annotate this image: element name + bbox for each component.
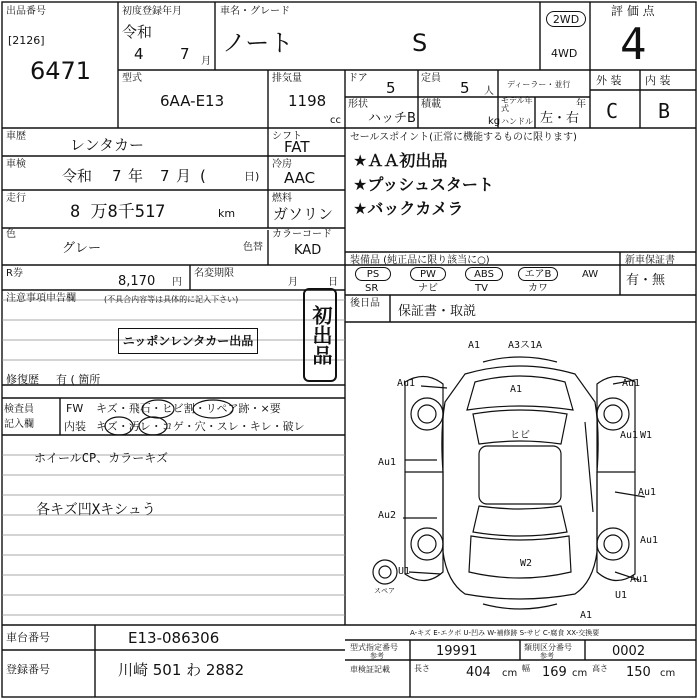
doors-label: ドア <box>348 73 368 84</box>
handle-label: ハンドル <box>501 117 533 126</box>
ac: AAC <box>284 169 316 187</box>
height-label: 高さ <box>592 664 608 673</box>
exterior-label: 外 装 <box>596 74 622 87</box>
damage-mark: ヒビ <box>510 430 530 441</box>
drive-4wd: 4WD <box>551 47 578 60</box>
dimensions-label: 車検証記載 <box>350 665 390 674</box>
interior-label: 内 装 <box>645 74 671 87</box>
new-warranty-label: 新車保証書 <box>625 255 675 266</box>
damage-mark: A1 <box>510 384 523 395</box>
sales-point-item: ★バックカメラ <box>353 199 464 218</box>
first-registration-year: 4 <box>134 45 144 63</box>
equip-airbag: エアB <box>518 267 558 281</box>
grade: S <box>412 29 428 57</box>
equip-leather: カワ <box>528 283 548 294</box>
notes-label: 注意事項申告欄 <box>6 293 76 304</box>
load-label: 積載 <box>421 99 441 110</box>
length: 404 <box>466 665 491 680</box>
color: グレー <box>62 241 102 256</box>
damage-mark: A1 <box>580 610 593 621</box>
damage-mark: Au1 <box>620 430 639 441</box>
dealer-label: ディーラー・並行 <box>507 80 571 89</box>
mileage-unit: km <box>218 207 236 220</box>
spare-label: スペア <box>374 587 395 595</box>
inspection-label: 車検 <box>6 159 26 170</box>
score-label: 評 価 点 <box>611 4 655 18</box>
plate-label: 登録番号 <box>6 663 50 676</box>
fuel: ガソリン <box>273 205 334 223</box>
damage-mark: Au2 <box>378 510 397 521</box>
recycle-unit: 円 <box>172 277 182 288</box>
recycle-label: R券 <box>6 268 23 279</box>
chassis-label: 車台番号 <box>6 631 50 644</box>
mileage-label: 走行 <box>6 193 26 204</box>
height: 150 <box>626 665 651 680</box>
sales-points-label: セールスポイント(正常に機能するものに限ります) <box>350 132 577 143</box>
type-designation-label: 型式指定番号 <box>350 643 398 652</box>
length-label: 長さ <box>414 664 430 673</box>
car-name: ノート <box>222 29 294 57</box>
hand-note-1: ホイールCP、カラーキズ <box>34 451 168 465</box>
shift-label: シフト <box>272 131 302 142</box>
color-code-label: カラーコード <box>272 229 332 240</box>
cc-unit: cc <box>330 115 341 126</box>
fw-items: キズ・飛石・ヒビ割・リペア跡・×要 <box>96 402 281 415</box>
history: レンタカー <box>70 136 145 154</box>
damage-mark: Au1 <box>378 457 397 468</box>
damage-mark: W2 <box>520 558 533 569</box>
displacement: 1198 <box>288 92 327 110</box>
interior-grade: B <box>658 99 671 123</box>
equip-aw: AW <box>582 269 599 280</box>
model-year-label: モデル年式 <box>501 96 533 113</box>
equip-ps: PS <box>355 267 391 281</box>
first-registration-month: 7 <box>180 45 190 63</box>
fuel-label: 燃料 <box>272 193 292 204</box>
mileage: 8 万8千517 <box>70 202 166 222</box>
first-registration-month-unit: 月 <box>201 56 211 67</box>
after-items-label: 後日品 <box>350 298 380 309</box>
category-number: 0002 <box>612 644 646 659</box>
width-label: 幅 <box>522 664 530 673</box>
name-change-label: 名変期限 <box>194 268 234 279</box>
rental-stamp: ニッポンレンタカー出品 <box>118 328 258 354</box>
equip-tv: TV <box>475 283 488 294</box>
ac-label: 冷房 <box>272 159 292 170</box>
model-type: 6AA-E13 <box>160 92 225 110</box>
score: 4 <box>620 19 647 70</box>
doors: 5 <box>386 79 396 97</box>
notes-sub-label: (不具合内容等は具体的に記入下さい) <box>104 295 239 304</box>
inspector-label: 検査員記入欄 <box>4 404 34 430</box>
equip-sr: SR <box>365 283 379 294</box>
model-label: 車名・グレード <box>220 6 290 17</box>
sales-point-item: ★ＡＡ初出品 <box>353 151 448 170</box>
new-warranty-value: 有・無 <box>626 273 666 288</box>
inspection-year-unit: 年 <box>128 167 144 185</box>
shape: ハッチB <box>368 111 416 126</box>
damage-mark: Au1 <box>622 378 641 389</box>
damage-mark: U1 <box>398 566 411 577</box>
displacement-label: 排気量 <box>272 73 302 84</box>
sales-points-list <box>353 149 494 221</box>
length-unit: cm <box>502 668 518 679</box>
lot-code: [2126] <box>8 34 45 47</box>
handle-value: 左・右 <box>540 111 580 126</box>
inspection-year: 7 <box>112 167 122 185</box>
name-change-day: 日 <box>328 277 338 288</box>
height-unit: cm <box>660 668 676 679</box>
fw-label: FW <box>66 402 84 415</box>
damage-mark: U1 <box>615 590 628 601</box>
equip-abs: ABS <box>465 267 503 281</box>
inspection-month: 7 <box>160 167 170 185</box>
category-sub: 参考 <box>540 652 554 660</box>
first-listing-stamp: 初出品 <box>303 288 337 382</box>
interior-check-label: 内装 <box>64 420 86 433</box>
lot-number: 6471 <box>30 57 92 85</box>
damage-legend: A-キズ E-エクボ U-凹み W-補修跡 S-サビ C-腐食 XX-交換要 <box>410 629 600 637</box>
inspection-day: ( <box>200 167 206 185</box>
color-change-label: 色替 <box>243 242 263 253</box>
repair-history-value: 有 ( 箇所 <box>56 373 101 386</box>
interior-check-items: キズ・汚レ・コゲ・穴・スレ・キレ・破レ <box>96 420 305 433</box>
inspection-day-unit: 日) <box>244 170 260 183</box>
type-designation-sub: 参考 <box>370 652 384 660</box>
repair-history-label: 修復歴 <box>6 373 39 386</box>
category-label: 類別区分番号 <box>524 643 572 652</box>
drive-2wd-circled: 2WD <box>546 11 586 27</box>
type-designation: 19991 <box>436 644 478 659</box>
model-type-label: 型式 <box>122 73 142 84</box>
width: 169 <box>542 665 567 680</box>
equipment-label: 装備品 (純正品に限り該当に○) <box>350 255 490 266</box>
lot-number-label: 出品番号 <box>6 6 46 17</box>
capacity-label: 定員 <box>421 73 441 84</box>
damage-mark: A3ス1A <box>508 340 543 351</box>
exterior-grade: C <box>606 99 619 123</box>
capacity-unit: 人 <box>484 86 494 97</box>
chassis-number: E13-086306 <box>128 629 220 647</box>
color-code: KAD <box>294 243 322 258</box>
width-unit: cm <box>572 668 588 679</box>
shift: FAT <box>284 138 310 156</box>
shape-label: 形状 <box>348 99 368 110</box>
damage-mark: W1 <box>640 430 653 441</box>
load-unit: kg <box>488 116 501 127</box>
first-registration-era: 令和 <box>122 23 153 41</box>
color-label: 色 <box>6 229 16 240</box>
equip-pw: PW <box>410 267 446 281</box>
plate-number: 川崎 501 わ 2882 <box>118 661 245 679</box>
recycle: 8,170 <box>118 274 156 289</box>
inspection-month-unit: 月 <box>176 167 192 185</box>
inspection-era: 令和 <box>62 167 93 185</box>
damage-mark: Au1 <box>397 378 416 389</box>
sales-point-item: ★プッシュスタート <box>353 175 494 194</box>
hand-note-2: 各キズ凹Xキシュう <box>36 502 156 518</box>
model-year-unit: 年 <box>576 99 586 110</box>
first-registration-label: 初度登録年月 <box>122 6 182 17</box>
capacity: 5 <box>460 79 470 97</box>
damage-mark: A1 <box>468 340 481 351</box>
history-label: 車歴 <box>6 131 26 142</box>
damage-mark: Au1 <box>630 574 649 585</box>
after-items-value: 保証書・取説 <box>398 304 477 319</box>
damage-mark: Au1 <box>638 487 657 498</box>
equip-navi: ナビ <box>418 283 438 294</box>
name-change-month: 月 <box>288 277 298 288</box>
damage-mark: Au1 <box>640 535 659 546</box>
